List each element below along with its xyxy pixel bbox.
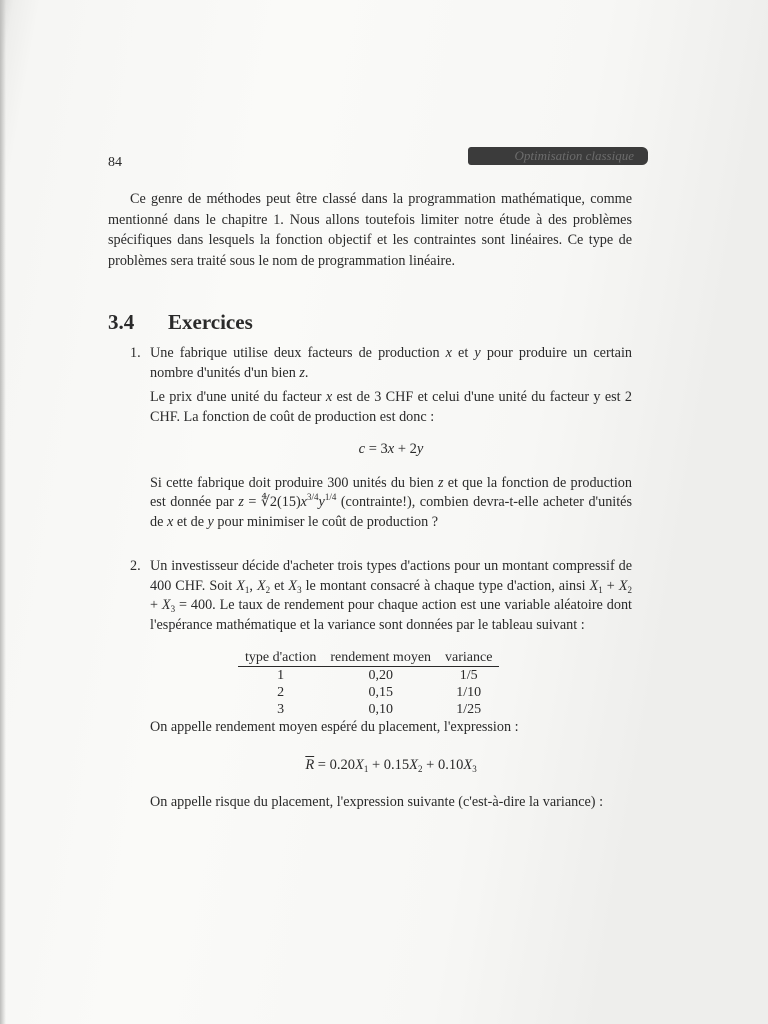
page-edge-shadow <box>0 0 6 1024</box>
table-cell: 1/25 <box>456 702 482 717</box>
table-header: rendement moyen <box>323 649 438 667</box>
table-row <box>238 701 499 718</box>
table-row <box>238 684 499 701</box>
returns-table <box>238 649 499 718</box>
cost-function-formula: c = 3x + 2y <box>358 441 424 457</box>
table-cell: 0,20 <box>368 668 393 683</box>
table-row <box>238 667 499 685</box>
table-cell: 2 <box>277 685 285 700</box>
page-number: 84 <box>108 155 122 170</box>
table-cell: 3 <box>277 702 285 717</box>
exercise-2-label: 2. <box>130 558 141 574</box>
table-header: type d'action <box>238 649 323 667</box>
exercise-2 <box>130 557 632 813</box>
table-cell: 0,10 <box>368 702 393 717</box>
exercise-2-paragraph-3: On appelle risque du placement, l'expression suivante (c'est-à-dire la variance) : <box>150 794 604 810</box>
table-cell: 0,15 <box>368 685 393 700</box>
table-cell: 1/5 <box>459 668 478 683</box>
exercise-1-label: 1. <box>130 345 141 361</box>
exercise-1-paragraph-1: Une fabrique utilise deux facteurs de production x et y pour produire un certain nombre d'unités d'un bien z. <box>150 345 632 381</box>
expected-return-formula: $\overline{R} = 0.20X_1 + 0.15X_2 + 0.10X_3$ <box>305 756 477 774</box>
section-number: 3.4 <box>108 310 135 334</box>
section-title: Exercices <box>168 310 253 334</box>
intro-text: Ce genre de méthodes peut être classé dans la programmation mathématique, comme mentionné dans le chapitre 1. Nous allons toutefois limiter notre étude à des problèmes spécifiques dans lesquels la fonction objectif et les contraintes sont linéaires. Ce type de problèmes sera traité sous le nom de programmation linéaire. <box>108 191 632 269</box>
exercise-2-paragraph-2: On appelle rendement moyen espéré du placement, l'expression : <box>150 719 519 735</box>
exercise-1-paragraph-2: Le prix d'une unité du facteur x est de 3 CHF et celui d'une unité du facteur y est 2 CHF. La fonction de coût de production est donc : <box>150 389 632 425</box>
exercise-1-paragraph-3: Si cette fabrique doit produire 300 unités du bien z et que la fonction de production est donnée par $z = ∜2(15)x^{3/4}y^{1/4}$ (contrainte!), combien devra-t-elle acheter d'unités de x et de y pour minimiser le coût de production ? <box>150 474 632 530</box>
table-cell: 1 <box>277 668 285 683</box>
exercise-1 <box>130 344 632 532</box>
exercise-2-body <box>150 557 632 813</box>
exercise-2-paragraph-1: Un investisseur décide d'acheter trois types d'actions pour un montant compressif de 400 CHF. Soit $X_1$, $X_2$ et $X_3$ le montant consacré à chaque type d'action, ainsi $X_1 + X_2 + X_3 = 400$. Le taux de rendement pour chaque action est une variable aléatoire dont l'espérance mathématique et la variance sont données par le tableau suivant : <box>150 558 632 633</box>
table-header: variance <box>438 649 499 667</box>
chapter-header-tag: Optimisation classique <box>468 147 648 165</box>
table-header-row <box>238 649 499 667</box>
section-heading <box>108 310 253 335</box>
intro-paragraph <box>108 189 632 271</box>
table-cell: 1/10 <box>456 685 482 700</box>
exercise-1-body <box>150 344 632 532</box>
